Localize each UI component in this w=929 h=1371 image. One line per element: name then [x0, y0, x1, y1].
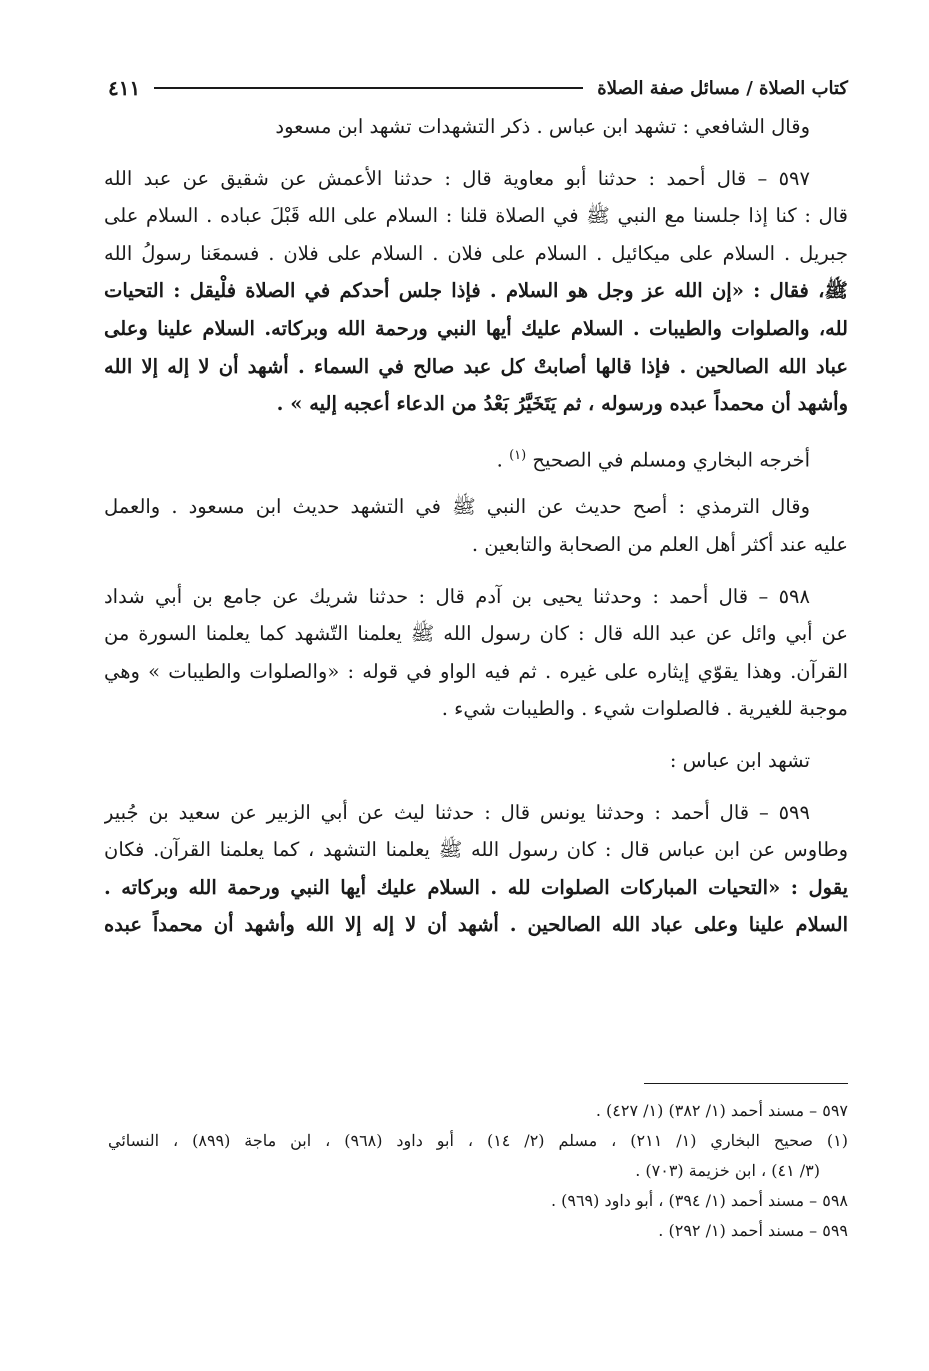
intro-line: وقال الشافعي : تشهد ابن عباس . ذكر التشهدات تشهد ابن مسعود	[275, 115, 810, 138]
tirmidhi-line: عليه عند أكثر أهل العلم من الصحابة والتابعين .	[471, 532, 848, 556]
footnote-line: ٥٩٨ – مسند أحمد (١/ ٣٩٤) ، أبو داود (٩٦٩) .	[550, 1191, 848, 1210]
hadith-597	[104, 160, 848, 423]
hadith-599	[104, 794, 848, 944]
hadith-599-line: السلام علينا وعلى عباد الله الصالحين . أشهد أن لا إله إلا الله وأشهد أن محمداً عبده	[104, 913, 848, 937]
hadith-597-line: وأشهد أن محمداً عبده ورسوله ، ثم يَتَخَيَّرُ بَعْدُ من الدعاء أعجبه إليه » .	[276, 392, 848, 416]
footnote-ref: (١)	[509, 447, 527, 463]
running-header	[108, 72, 848, 104]
footnote-line: (٣/ ٤١) ، ابن خزيمة (٧٠٣) .	[635, 1161, 820, 1180]
hadith-597-line: قال : كنا إذا جلسنا مع النبي ﷺ في الصلاة قلنا : السلام على الله قَبْلَ عباده . السلام على	[104, 204, 848, 228]
hadith-597-line: لله، والصلوات والطيبات . السلام عليك أيها النبي ورحمة الله وبركاته. السلام علينا وعلى	[104, 316, 848, 340]
hadith-597-line: ٥٩٧ – قال أحمد : حدثنا أبو معاوية قال : حدثنا الأعمش عن شقيق عن عبد الله	[104, 166, 810, 190]
tirmidhi-line: وقال الترمذي : أصح حديث عن النبي ﷺ في التشهد حديث ابن مسعود . والعمل	[104, 495, 810, 519]
hadith-597-line: جبريل . السلام على ميكائيل . السلام على فلان . السلام على فلان . فسمعَنا رسولُ الله	[104, 241, 848, 265]
hadith-597-line: ﷺ، فقال : «إن الله عز وجل هو السلام . فإذا جلس أحدكم في الصلاة فلْيقل : التحيات	[104, 279, 848, 303]
chapter-title: كتاب الصلاة / مسائل صفة الصلاة	[597, 77, 848, 99]
main-text	[104, 108, 848, 944]
footnote-line: ٥٩٧ – مسند أحمد (١/ ٣٨٢) (١/ ٤٢٧) .	[595, 1101, 848, 1120]
footnote-line: (١) صحيح البخاري (١/ ٢١١) ، مسلم (٢/ ١٤) ، أبو داود (٩٦٨) ، ابن ماجة (٨٩٩) ، النسائي	[108, 1131, 848, 1150]
takhrij-line: أخرجه البخاري ومسلم في الصحيح $^{(١)}$ .	[496, 447, 810, 472]
hadith-598-line: القرآن. وهذا يقوّي إيثاره على غيره . ثم فيه الواو في قوله : «والصلوات والطيبات » وهي	[104, 659, 848, 683]
footnotes	[108, 1096, 848, 1246]
footnote-separator	[644, 1083, 848, 1084]
hadith-597-line: عباد الله الصالحين . فإذا قالها أصابتْ كل عبد صالح في السماء . أشهد أن لا إله إلا الله	[104, 354, 848, 378]
hadith-598-line: موجبة للغيرية . فالصلوات شيء . والطيبات شيء .	[441, 697, 848, 721]
hadith-599-line: يقول : «التحيات المباركات الصلوات لله . السلام عليك أيها النبي ورحمة الله وبركاته .	[104, 875, 848, 899]
hadith-598	[104, 578, 848, 728]
page-number: ٤١١	[108, 76, 141, 100]
tirmidhi-paragraph	[104, 488, 848, 563]
footnote-line: ٥٩٩ – مسند أحمد (١/ ٢٩٢) .	[658, 1221, 848, 1240]
ibn-abbas-heading: تشهد ابن عباس :	[669, 748, 810, 772]
header-rule	[154, 87, 583, 89]
hadith-599-line: ٥٩٩ – قال أحمد : وحدثنا يونس قال : حدثنا ليث عن أبي الزبير عن سعيد بن جُبير	[104, 800, 810, 824]
hadith-599-line: وطاوس عن ابن عباس قال : كان رسول الله ﷺ يعلمنا التشهد ، كما يعلمنا القرآن. فكان	[104, 838, 848, 862]
hadith-598-line: ٥٩٨ – قال أحمد : وحدثنا يحيى بن آدم قال : حدثنا شريك عن جامع بن أبي شداد	[104, 584, 810, 608]
hadith-598-line: عن أبي وائل عن عبد الله قال : كان رسول الله ﷺ يعلمنا التّشهد كما يعلمنا السورة من	[104, 622, 848, 646]
takhrij-text: أخرجه البخاري ومسلم في الصحيح	[532, 448, 810, 472]
